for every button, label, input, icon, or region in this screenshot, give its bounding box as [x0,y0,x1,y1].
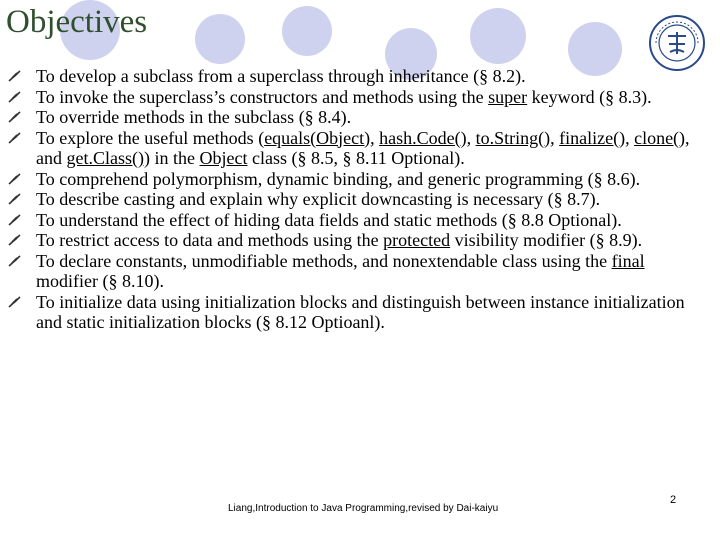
quill-bullet-icon [8,91,21,103]
bullet-text: To describe casting and explain why explicit downcasting is necessary (§ 8.7). [36,189,601,209]
quill-bullet-icon [8,173,21,185]
quill-bullet-icon [8,234,21,246]
code-keyword: to.String() [475,127,551,148]
code-keyword: finalize() [559,127,626,148]
bullet-text: To initialize data using initialization blocks and distinguish between instance initialization and static initialization blocks (§ 8.12 Optioanl). [36,291,685,332]
bullet-item [8,169,708,190]
bullet-text: To restrict access to data and methods using the protected visibility modifier (§ 8.9). [36,230,643,250]
university-seal-icon [648,14,706,72]
quill-bullet-icon [8,296,21,308]
bullet-item [8,87,708,108]
code-keyword: super [488,86,528,107]
slide-footer: Liang,Introduction to Java Programming,revised by Dai-kaiyu [228,503,499,514]
bullet-text: To explore the useful methods (equals(Object), hash.Code(), to.String(), finalize(), clone(), and get.Class()) in the Object class (§ 8.5, § 8.11 Optional). [36,127,690,168]
code-keyword: hash.Code() [379,127,467,148]
bullet-item [8,66,708,87]
bullet-text: To develop a subclass from a superclass through inheritance (§ 8.2). [36,66,526,86]
quill-bullet-icon [8,111,21,123]
decorative-circle [470,8,526,64]
bullet-item [8,107,708,128]
page-number: 2 [670,494,677,506]
slide-title: Objectives [6,4,148,40]
bullet-item [8,251,708,292]
quill-bullet-icon [8,70,21,82]
code-keyword: clone() [634,127,686,148]
bullet-item [8,230,708,251]
bullet-item [8,292,708,333]
quill-bullet-icon [8,132,21,144]
code-keyword: protected [383,230,451,250]
quill-bullet-icon [8,214,21,226]
bullet-text: To declare constants, unmodifiable methods, and nonextendable class using the final modifier (§ 8.10). [36,250,645,291]
code-keyword: get.Class() [66,148,144,168]
quill-bullet-icon [8,193,21,205]
quill-bullet-icon [8,255,21,267]
bullet-item [8,189,708,210]
bullet-text: To comprehend polymorphism, dynamic binding, and generic programming (§ 8.6). [36,168,641,189]
decorative-circle [195,14,245,64]
bullet-text: To invoke the superclass’s constructors and methods using the super keyword (§ 8.3). [36,86,652,107]
bullet-text: To understand the effect of hiding data fields and static methods (§ 8.8 Optional). [36,209,622,230]
code-keyword: final [611,250,645,271]
bullet-item [8,210,708,231]
decorative-circle [282,6,332,56]
objectives-list [8,66,708,333]
code-keyword: Object [199,148,248,168]
code-keyword: equals(Object) [264,127,371,148]
bullet-text: To override methods in the subclass (§ 8.4). [36,107,352,127]
bullet-item [8,128,708,169]
